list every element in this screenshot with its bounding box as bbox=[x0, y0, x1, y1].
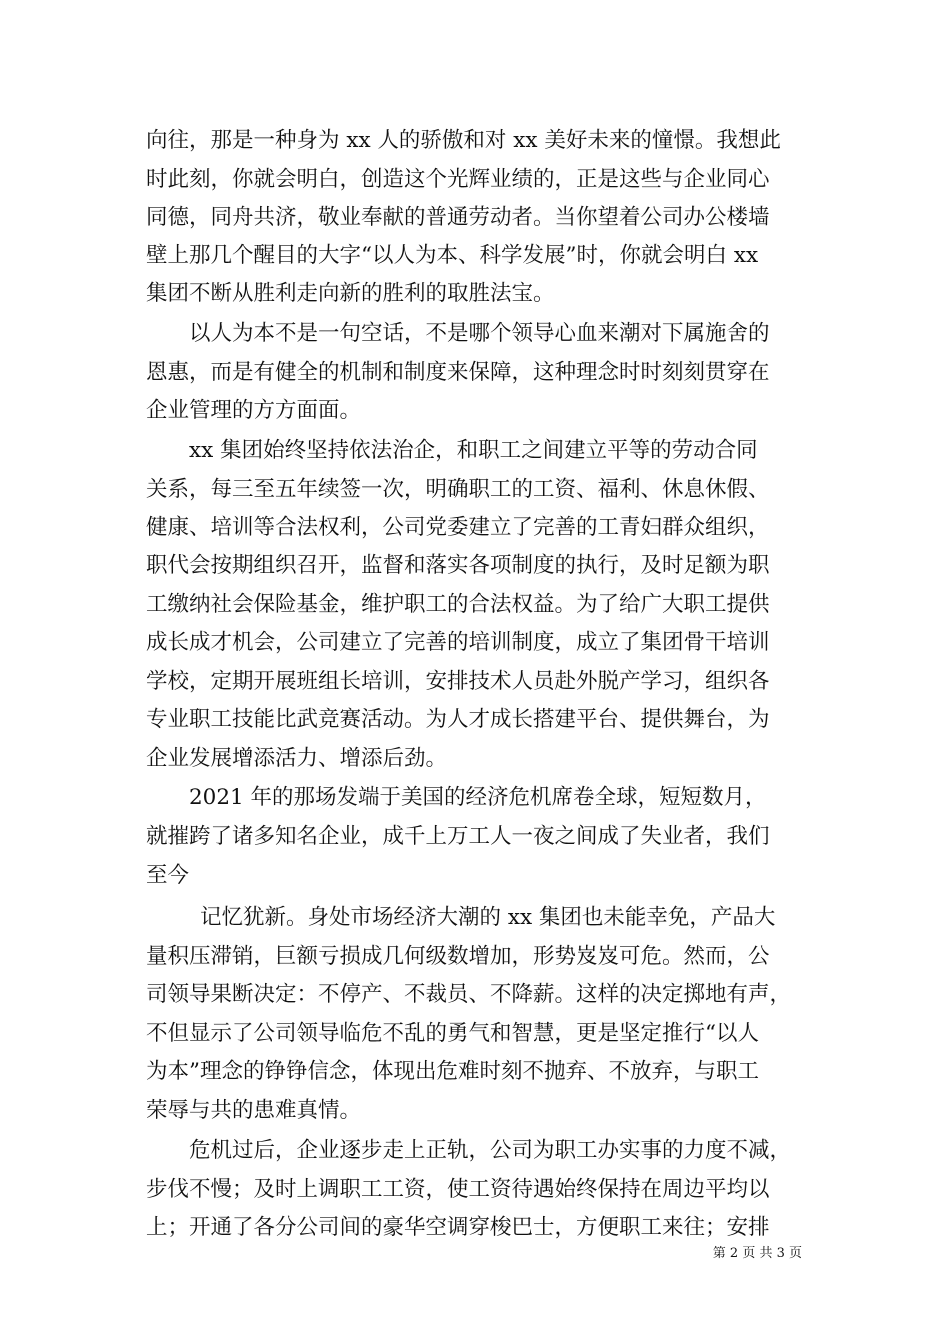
paragraph-first-line: 危机过后，企业逐步走上正轨，公司为职工办实事的力度不减， bbox=[189, 1138, 792, 1163]
text-line: 学校，定期开展班组长培训，安排技术人员赴外脱产学习，组织各 bbox=[146, 669, 770, 694]
text-line: 不但显示了公司领导临危不乱的勇气和智慧，更是坚定推行“以人 bbox=[146, 1021, 759, 1046]
text-line: 至今 bbox=[146, 863, 190, 888]
text-line: 就摧跨了诸多知名企业，成千上万工人一夜之间成了失业者，我们 bbox=[146, 824, 770, 849]
text-line: 成长成才机会，公司建立了完善的培训制度，成立了集团骨干培训 bbox=[146, 630, 770, 655]
text-line: 职代会按期组织召开，监督和落实各项制度的执行，及时足额为职 bbox=[146, 553, 770, 578]
paragraph-first-line: xx 集团始终坚持依法治企，和职工之间建立平等的劳动合同 bbox=[189, 438, 758, 463]
text-line: 集团不断从胜利走向新的胜利的取胜法宝。 bbox=[146, 281, 555, 306]
paragraph-first-line: 以人为本不是一句空话，不是哪个领导心血来潮对下属施舍的 bbox=[189, 321, 770, 346]
text-line: 上；开通了各分公司间的豪华空调穿梭巴士，方便职工来往；安排 bbox=[146, 1215, 770, 1240]
text-line: 专业职工技能比武竞赛活动。为人才成长搭建平台、提供舞台，为 bbox=[146, 707, 770, 732]
text-line: 为本”理念的铮铮信念，体现出危难时刻不抛弃、不放弃，与职工 bbox=[146, 1059, 759, 1084]
text-line: 向往，那是一种身为 xx 人的骄傲和对 xx 美好未来的憧憬。我想此 bbox=[146, 128, 781, 153]
text-line: 司领导果断决定：不停产、不裁员、不降薪。这样的决定掷地有声， bbox=[146, 982, 792, 1007]
text-line: 同德，同舟共济，敬业奉献的普通劳动者。当你望着公司办公楼墙 bbox=[146, 205, 770, 230]
paragraph-first-line: 2021 年的那场发端于美国的经济危机席卷全球，短短数月， bbox=[189, 785, 767, 810]
text-line: 恩惠，而是有健全的机制和制度来保障，这种理念时时刻刻贯穿在 bbox=[146, 360, 770, 385]
text-line: 企业管理的方方面面。 bbox=[146, 398, 362, 423]
paragraph-first-line: 记忆犹新。身处市场经济大潮的 xx 集团也未能幸免，产品大 bbox=[200, 905, 776, 930]
text-line: 量积压滞销，巨额亏损成几何级数增加，形势岌岌可危。然而，公 bbox=[146, 944, 770, 969]
text-line: 时此刻，你就会明白，创造这个光辉业绩的，正是这些与企业同心 bbox=[146, 167, 770, 192]
text-line: 壁上那几个醒目的大字“以人为本、科学发展”时，你就会明白 xx bbox=[146, 243, 759, 268]
text-line: 企业发展增添活力、增添后劲。 bbox=[146, 746, 448, 771]
text-line: 工缴纳社会保险基金，维护职工的合法权益。为了给广大职工提供 bbox=[146, 592, 770, 617]
text-line: 步伐不慢；及时上调职工工资，使工资待遇始终保持在周边平均以 bbox=[146, 1177, 770, 1202]
text-line: 荣辱与共的患难真情。 bbox=[146, 1098, 362, 1123]
text-line: 关系，每三至五年续签一次，明确职工的工资、福利、休息休假、 bbox=[146, 477, 770, 502]
page-number-footer: 第 2 页 共 3 页 bbox=[712, 1246, 802, 1261]
text-line: 健康、培训等合法权利，公司党委建立了完善的工青妇群众组织， bbox=[146, 515, 770, 540]
